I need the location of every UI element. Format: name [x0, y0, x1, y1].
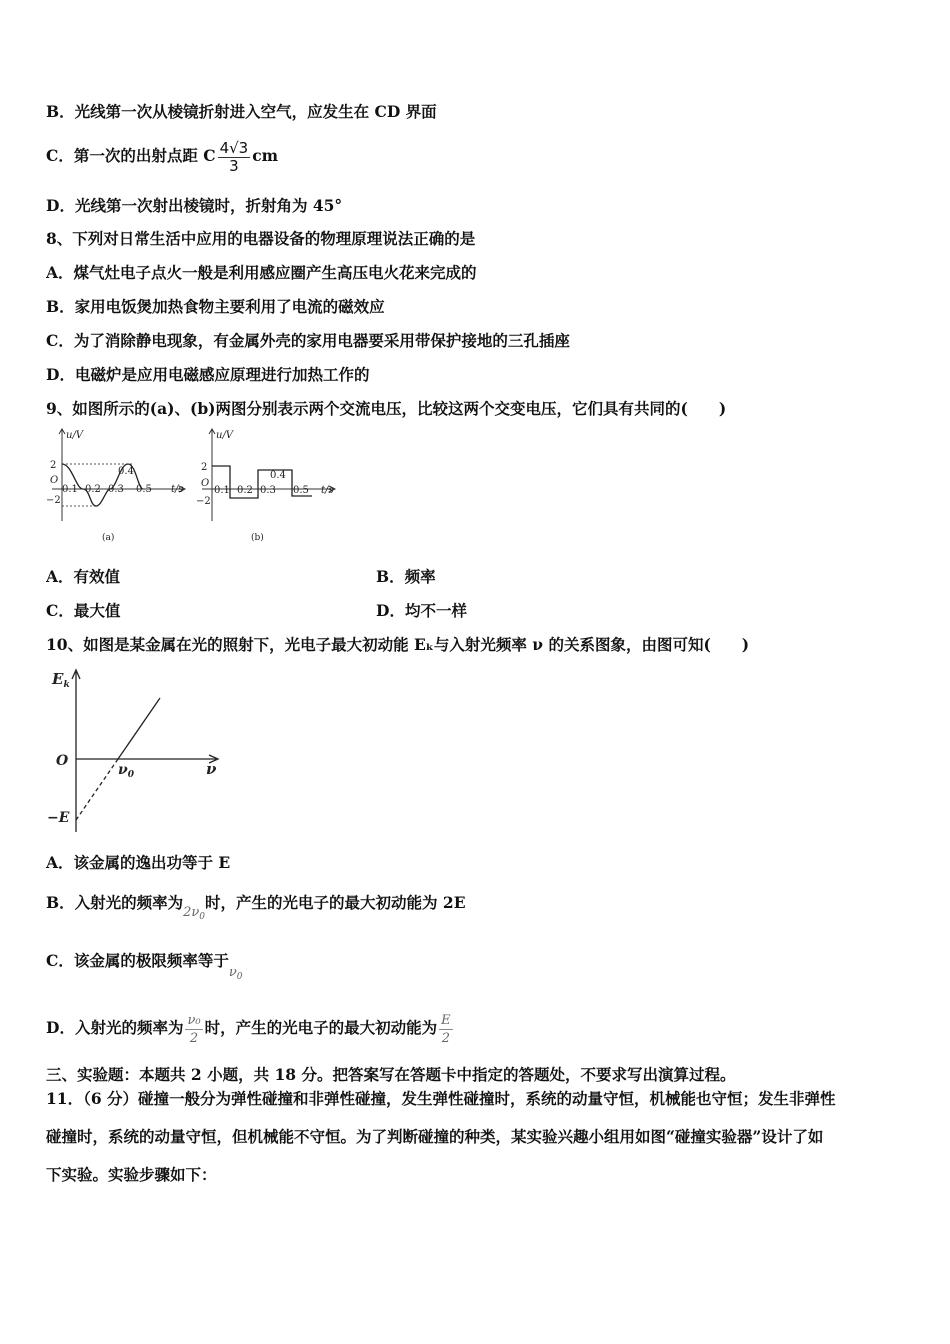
q7-c-numerator: 4√3: [219, 138, 249, 157]
q9-option-b: B．频率: [376, 567, 436, 586]
fig-b-origin: O: [201, 478, 210, 489]
fig-a-origin: O: [50, 475, 59, 486]
fig-b-ytick-pos: 2: [201, 462, 208, 473]
q10-figure: [44, 664, 234, 836]
fig-a-xtick-5: 0.5: [136, 484, 152, 495]
fig-b-xtick-3: 0.3: [260, 485, 276, 496]
q9-stem: 9、如图所示的(a)、(b)两图分别表示两个交流电压，比较这两个交变电压，它们具有共同的( ): [46, 399, 727, 418]
q7-option-c: [46, 136, 278, 176]
q10-d-fraction-2: $\frac{E}{2}$: [441, 1012, 451, 1046]
fig-b-xtick-4: 0.4: [270, 470, 286, 481]
q10-d-middle: 时，产生的光电子的最大初动能为: [204, 1018, 438, 1037]
q10-c-symbol: ν0: [228, 965, 243, 982]
q11-line-3: 下实验。实验步骤如下：: [46, 1165, 217, 1184]
q10-origin: O: [56, 753, 69, 769]
q10-xlabel: ν: [206, 760, 217, 778]
q9-option-a: A．有效值: [46, 567, 121, 586]
fig-b-caption: (b): [251, 533, 264, 543]
q9-option-c: C．最大值: [46, 601, 121, 620]
section3-heading: 三、实验题：本题共 2 小题，共 18 分。把答案写在答题卡中指定的答题处，不要求写出演算过程。: [46, 1065, 736, 1084]
q10-b-suffix: 时，产生的光电子的最大初动能为 2E: [205, 893, 466, 912]
fig-b-xlabel: t/s: [321, 485, 334, 496]
q10-c-prefix: C．该金属的极限频率等于: [46, 951, 229, 970]
q10-stem: 10、如图是某金属在光的照射下，光电子最大初动能 Eₖ与入射光频率 ν 的关系图象，由图可知( ): [46, 635, 750, 654]
q11-line-1: 11．（6 分）碰撞一般分为弹性碰撞和非弹性碰撞，发生弹性碰撞时，系统的动量守恒，机械能也守恒；发生非弹性: [46, 1089, 836, 1108]
q11-line-2: 碰撞时，系统的动量守恒，但机械能不守恒。为了判断碰撞的种类，某实验兴趣小组用如图“碰撞实验器”设计了如: [46, 1127, 824, 1146]
fig-a-ytick-pos: 2: [50, 460, 57, 471]
q7-option-d: D．光线第一次射出棱镜时，折射角为 45°: [46, 196, 343, 215]
q9-figure: [44, 426, 344, 550]
q10-option-b: [46, 888, 466, 932]
q8-option-c: C．为了消除静电现象，有金属外壳的家用电器要采用带保护接地的三孔插座: [46, 331, 570, 350]
q8-stem: 8、下列对日常生活中应用的电器设备的物理原理说法正确的是: [46, 229, 476, 248]
fig-a-caption: (a): [102, 533, 115, 543]
q10-neg-e-mark: −E: [47, 810, 70, 826]
q10-nu0-mark: $\nu_0$: [118, 762, 134, 780]
q7-option-c-fraction: [218, 140, 251, 175]
fig-b-ylabel: u/V: [216, 430, 234, 441]
q10-option-d: [46, 1006, 455, 1050]
q10-option-a: A．该金属的逸出功等于 E: [46, 853, 231, 872]
q7-option-c-prefix: C．第一次的出射点距 C: [46, 146, 216, 165]
fig-a-ylabel: u/V: [66, 430, 84, 441]
q10-d-fraction-1: $\frac{\text{ν₀}}{2}$: [187, 1012, 201, 1046]
q10-ylabel: $E_k$: [52, 670, 70, 690]
fig-b-ytick-neg: −2: [196, 496, 211, 507]
fig-a-xtick-1: 0.1: [62, 484, 78, 495]
q7-c-denominator: 3: [229, 156, 239, 175]
fig-a-xtick-2: 0.2: [85, 484, 101, 495]
q10-solid-line: [118, 698, 160, 759]
fig-b-xtick-5: 0.5: [293, 485, 309, 496]
q7-option-b: B．光线第一次从棱镜折射进入空气，应发生在 CD 界面: [46, 102, 437, 121]
q7-option-c-unit: cm: [252, 146, 279, 165]
q10-b-prefix: B．入射光的频率为: [46, 893, 184, 912]
fig-b-xtick-1: 0.1: [214, 485, 230, 496]
fig-a-xtick-3: 0.3: [108, 484, 124, 495]
fig-a-ytick-neg: −2: [46, 495, 61, 506]
q8-option-b: B．家用电饭煲加热食物主要利用了电流的磁效应: [46, 297, 385, 316]
fig-a-xlabel: t/s: [171, 484, 184, 495]
q8-option-a: A．煤气灶电子点火一般是利用感应圈产生高压电火花来完成的: [46, 263, 477, 282]
fig-b-xtick-2: 0.2: [237, 485, 253, 496]
q10-b-symbol: 2ν0: [183, 905, 206, 922]
q8-option-d: D．电磁炉是应用电磁感应原理进行加热工作的: [46, 365, 370, 384]
q10-option-c: [46, 946, 242, 992]
figure-a: [46, 429, 185, 543]
q10-dashed-extension: [76, 759, 118, 820]
fig-a-xtick-4: 0.4: [118, 466, 134, 477]
q10-d-prefix: D．入射光的频率为: [46, 1018, 184, 1037]
figure-b: [196, 429, 335, 543]
q9-option-d: D．均不一样: [376, 601, 467, 620]
